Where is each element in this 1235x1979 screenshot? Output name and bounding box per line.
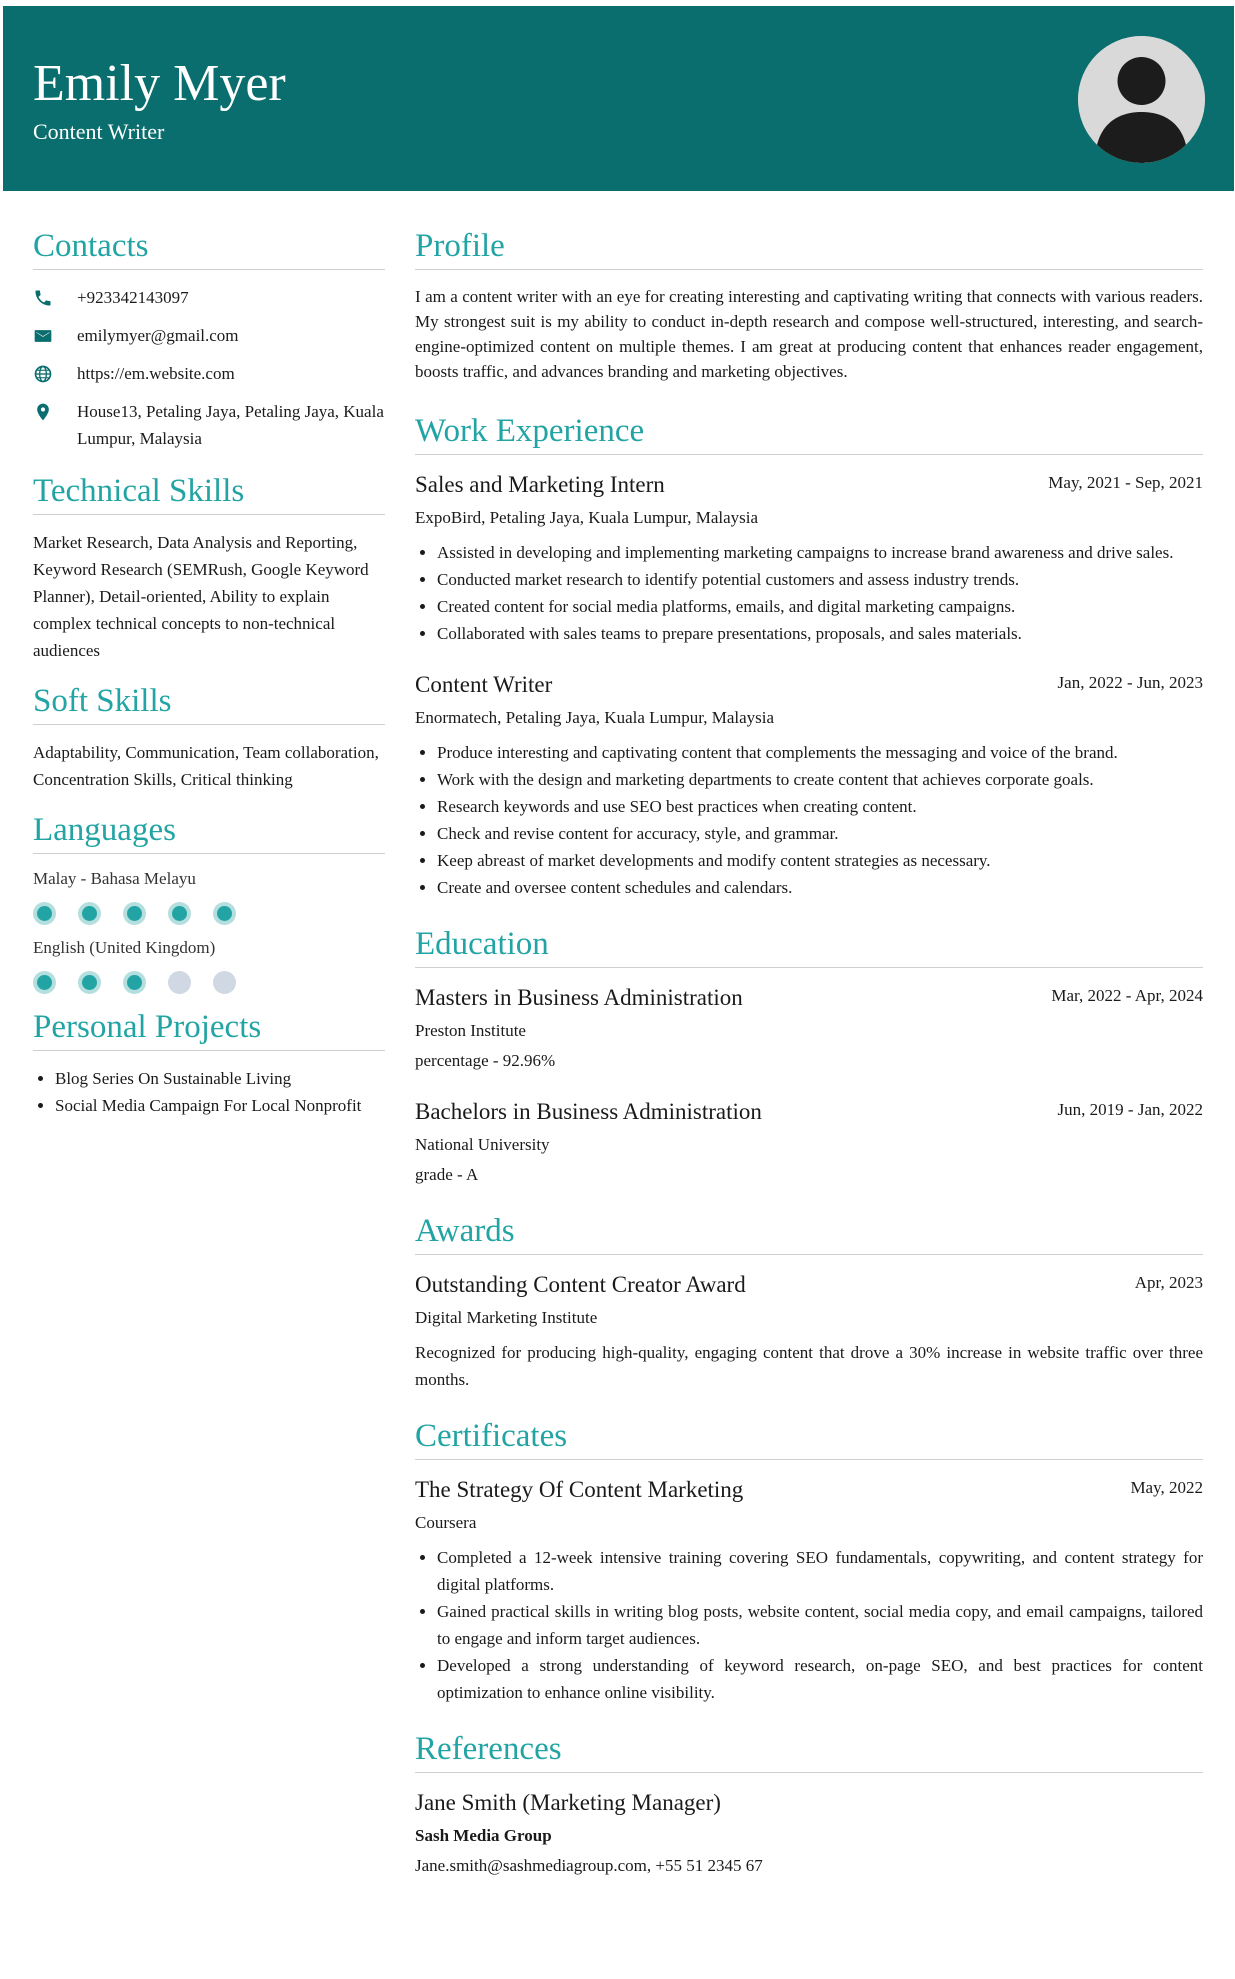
language-level-dots	[33, 971, 385, 994]
certificate-bullet: • Completed a 12-week intensive training covering SEO fundamentals, copywriting, and content strategy for digital platforms.	[437, 1544, 1203, 1598]
technical-skills-text: Market Research, Data Analysis and Reporting, Keyword Research (SEMRush, Google Keyword Planner), Detail-oriented, Ability to explain complex technical concepts to non-technical audiences	[33, 533, 369, 660]
award-date: Apr, 2023	[1134, 1273, 1203, 1292]
language-level-dots	[33, 902, 385, 925]
location-pin-icon	[33, 398, 77, 422]
job-bullets	[415, 739, 1203, 901]
job-company: ExpoBird, Petaling Jaya, Kuala Lumpur, Malaysia	[415, 508, 759, 527]
contacts-title: Contacts	[33, 225, 385, 270]
job-bullet: • Collaborated with sales teams to prepare presentations, proposals, and sales materials.	[437, 620, 1203, 647]
language-item	[33, 868, 385, 925]
job-bullet: • Check and revise content for accuracy, style, and grammar.	[437, 820, 1203, 847]
globe-icon	[33, 360, 77, 384]
degree-title: Masters in Business Administration	[415, 985, 743, 1010]
job-title: Sales and Marketing Intern	[415, 472, 665, 497]
contact-email-text: emilymyer@gmail.com	[77, 326, 239, 345]
education-title: Education	[415, 923, 1203, 968]
level-dot-filled	[168, 902, 191, 925]
awards-title: Awards	[415, 1210, 1203, 1255]
resume-header	[3, 6, 1234, 191]
level-dot-filled	[123, 902, 146, 925]
education-entry	[415, 982, 1203, 1074]
profile-text: I am a content writer with an eye for creating interesting and captivating writing that connects with various readers. My strongest suit is my ability to conduct in-depth research and compose well-structured, interesting, and search-engine-optimized content on multiple themes. I am great at producing content that enhances reader engagement, boosts traffic, and advances branding and marketing objectives.	[415, 287, 1203, 381]
soft-skills-title: Soft Skills	[33, 680, 385, 725]
certificate-bullets	[415, 1544, 1203, 1706]
language-name: Malay - Bahasa Melayu	[33, 869, 196, 888]
level-dot-filled	[33, 971, 56, 994]
projects-list	[33, 1065, 385, 1119]
degree-title: Bachelors in Business Administration	[415, 1099, 762, 1124]
certificate-bullet: • Gained practical skills in writing blog posts, website content, social media copy, and email campaigns, tailored to engage and inform target audiences.	[437, 1598, 1203, 1652]
left-column	[33, 225, 385, 1119]
certificate-name: The Strategy Of Content Marketing	[415, 1477, 744, 1502]
work-entry	[415, 469, 1203, 647]
contact-email	[33, 322, 385, 349]
language-item	[33, 937, 385, 994]
degree-dates: Mar, 2022 - Apr, 2024	[1051, 986, 1203, 1005]
reference-name: Jane Smith (Marketing Manager)	[415, 1790, 721, 1815]
reference-entry	[415, 1787, 1203, 1879]
candidate-name: Emily Myer	[33, 55, 286, 112]
degree-grade: percentage - 92.96%	[415, 1051, 556, 1070]
contact-phone	[33, 284, 385, 311]
work-entry	[415, 669, 1203, 901]
job-bullet: • Created content for social media platforms, emails, and digital marketing campaigns.	[437, 593, 1203, 620]
contact-website-text: https://em.website.com	[77, 364, 235, 383]
mail-icon	[33, 322, 77, 346]
level-dot-empty	[213, 971, 236, 994]
award-issuer: Digital Marketing Institute	[415, 1308, 598, 1327]
school-name: National University	[415, 1135, 550, 1154]
job-bullet: • Work with the design and marketing departments to create content that achieves corporate goals.	[437, 766, 1203, 793]
level-dot-filled	[78, 902, 101, 925]
award-description: Recognized for producing high-quality, engaging content that drove a 30% increase in website traffic over three months.	[415, 1343, 1203, 1389]
contacts-list	[33, 284, 385, 452]
project-item: • Social Media Campaign For Local Nonprofit	[55, 1092, 385, 1119]
job-bullet: • Produce interesting and captivating content that complements the messaging and voice of the brand.	[437, 739, 1203, 766]
reference-company: Sash Media Group	[415, 1826, 552, 1845]
job-company: Enormatech, Petaling Jaya, Kuala Lumpur, Malaysia	[415, 708, 775, 727]
personal-projects-title: Personal Projects	[33, 1006, 385, 1051]
technical-skills-title: Technical Skills	[33, 470, 385, 515]
education-entry	[415, 1096, 1203, 1188]
candidate-role: Content Writer	[33, 119, 165, 144]
phone-icon	[33, 284, 77, 308]
user-silhouette-icon	[1078, 36, 1205, 163]
references-title: References	[415, 1728, 1203, 1773]
right-column	[415, 225, 1203, 1901]
certificate-issuer: Coursera	[415, 1513, 477, 1532]
job-bullet: • Research keywords and use SEO best practices when creating content.	[437, 793, 1203, 820]
job-dates: Jan, 2022 - Jun, 2023	[1057, 673, 1203, 692]
award-entry	[415, 1269, 1203, 1393]
job-title: Content Writer	[415, 672, 553, 697]
school-name: Preston Institute	[415, 1021, 526, 1040]
certificate-bullet: • Developed a strong understanding of keyword research, on-page SEO, and best practices for content optimization to enhance online visibility.	[437, 1652, 1203, 1706]
level-dot-filled	[123, 971, 146, 994]
award-name: Outstanding Content Creator Award	[415, 1272, 746, 1297]
certificate-date: May, 2022	[1130, 1478, 1203, 1497]
language-name: English (United Kingdom)	[33, 938, 216, 957]
avatar	[1078, 36, 1205, 163]
job-bullet: • Keep abreast of market developments and modify content strategies as necessary.	[437, 847, 1203, 874]
contact-address	[33, 398, 385, 452]
job-dates: May, 2021 - Sep, 2021	[1048, 473, 1203, 492]
certificates-title: Certificates	[415, 1415, 1203, 1460]
job-bullet: • Conducted market research to identify potential customers and assess industry trends.	[437, 566, 1203, 593]
job-bullets	[415, 539, 1203, 647]
level-dot-filled	[213, 902, 236, 925]
project-item: • Blog Series On Sustainable Living	[55, 1065, 385, 1092]
contact-website	[33, 360, 385, 387]
degree-dates: Jun, 2019 - Jan, 2022	[1057, 1100, 1203, 1119]
job-bullet: • Assisted in developing and implementing marketing campaigns to increase brand awareness and drive sales.	[437, 539, 1203, 566]
level-dot-filled	[33, 902, 56, 925]
contact-address-text: House13, Petaling Jaya, Petaling Jaya, Kuala Lumpur, Malaysia	[77, 402, 384, 448]
reference-contact: Jane.smith@sashmediagroup.com, +55 51 2345 67	[415, 1856, 763, 1875]
job-bullet: • Create and oversee content schedules and calendars.	[437, 874, 1203, 901]
degree-grade: grade - A	[415, 1165, 479, 1184]
soft-skills-text: Adaptability, Communication, Team collaboration, Concentration Skills, Critical thinking	[33, 743, 379, 789]
level-dot-empty	[168, 971, 191, 994]
profile-title: Profile	[415, 225, 1203, 270]
work-experience-title: Work Experience	[415, 410, 1203, 455]
contact-phone-text: +923342143097	[77, 288, 189, 307]
languages-title: Languages	[33, 809, 385, 854]
certificate-entry	[415, 1474, 1203, 1706]
level-dot-filled	[78, 971, 101, 994]
